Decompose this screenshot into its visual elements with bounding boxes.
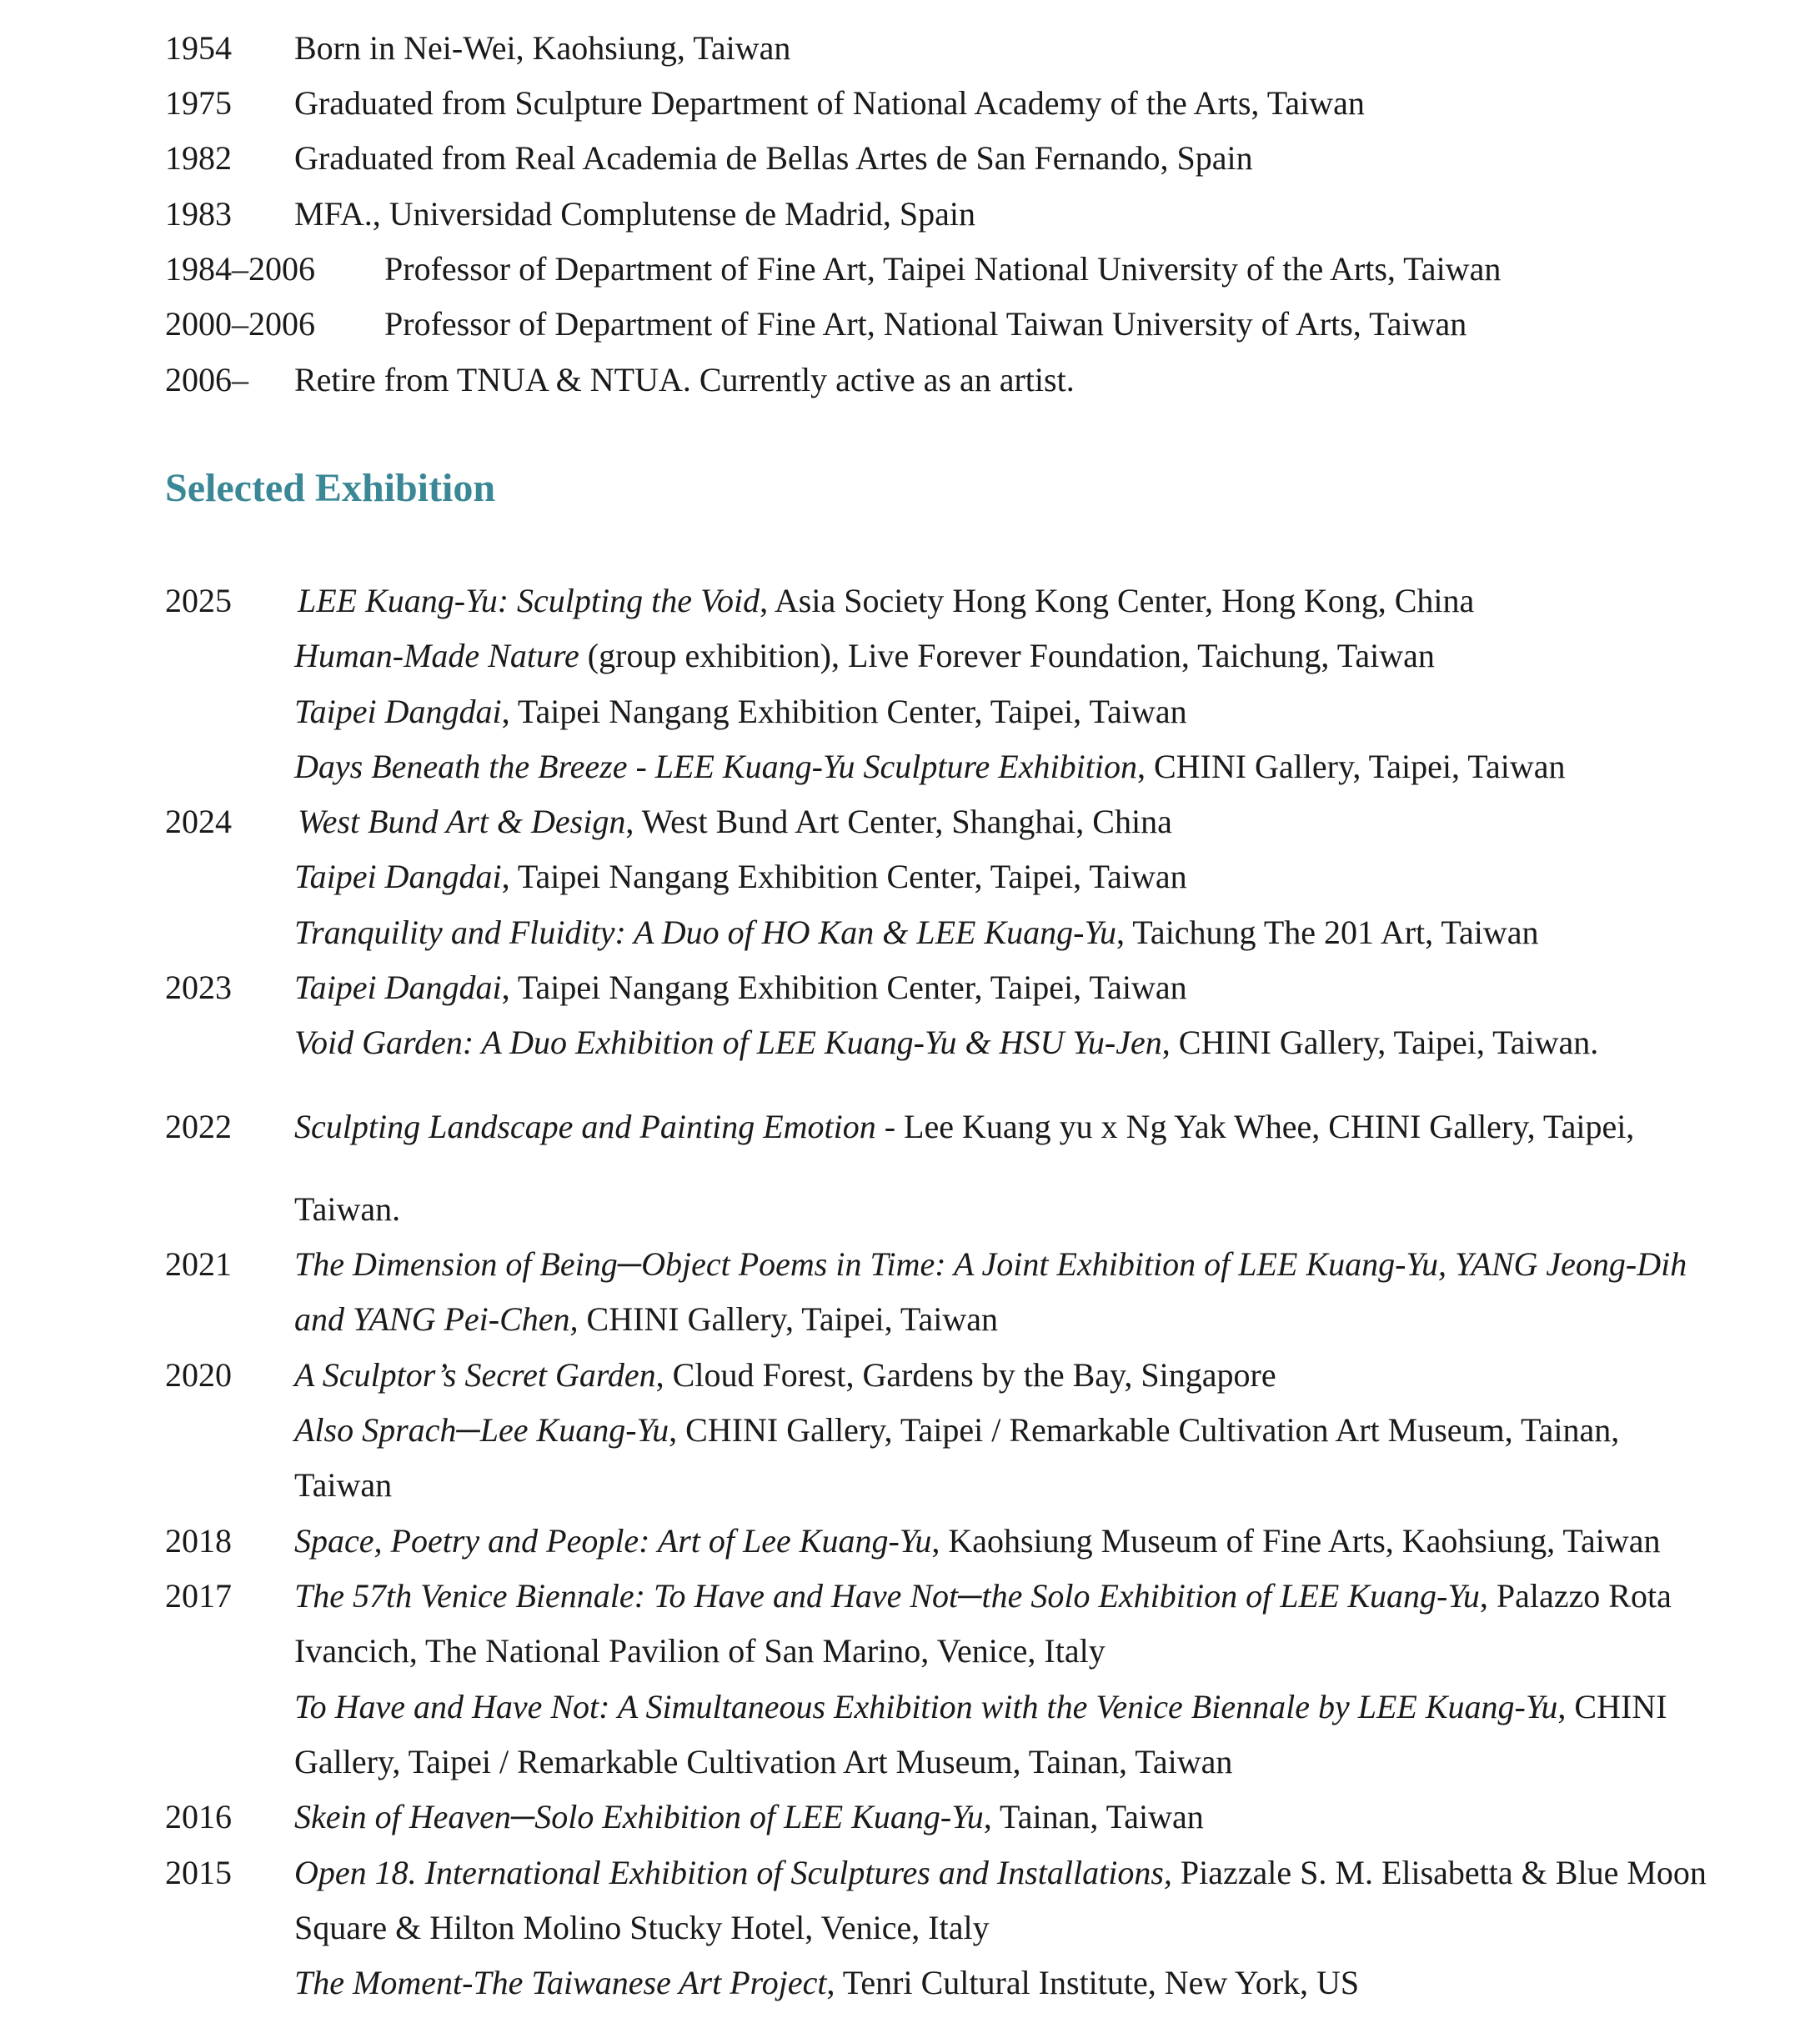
exhibition-title: Taipei Dangdai — [294, 693, 502, 730]
exhibition-title: The Dimension of Being─Object Poems in Time: A Joint Exhibition of LEE Kuang-Yu, YANG Jeong-Dih — [294, 1245, 1687, 1283]
exhibition-venue: , CHINI Gallery, Taipei, Taiwan. — [1161, 1024, 1599, 1061]
bio-year: 1954 — [165, 29, 232, 67]
exhibition-entry — [294, 1300, 999, 1338]
exhibition-continuation: Taiwan. — [294, 1190, 401, 1228]
exhibition-year: 2025 — [165, 582, 232, 619]
exhibition-entry — [294, 1411, 1620, 1449]
bio-text: Professor of Department of Fine Art, National Taiwan University of Arts, Taiwan — [384, 305, 1467, 343]
exhibition-venue: , Cloud Forest, Gardens by the Bay, Singapore — [655, 1356, 1276, 1394]
exhibition-title: Void Garden: A Duo Exhibition of LEE Kuang-Yu & HSU Yu-Jen — [294, 1024, 1162, 1061]
exhibition-entry — [294, 860, 1187, 894]
bio-year: 1983 — [165, 195, 232, 233]
bio-year: 1982 — [165, 139, 232, 177]
exhibition-venue: , Taipei Nangang Exhibition Center, Taipei, Taiwan — [501, 693, 1187, 730]
exhibition-year: 2016 — [165, 1798, 232, 1835]
exhibition-continuation: Ivancich, The National Pavilion of San Marino, Venice, Italy — [294, 1632, 1106, 1670]
exhibition-entry — [294, 1110, 1634, 1144]
exhibition-title: West Bund Art & Design — [298, 803, 626, 840]
exhibition-entry — [294, 1856, 1707, 1890]
exhibition-venue: , CHINI Gallery, Taipei / Remarkable Cultivation Art Museum, Tainan, — [669, 1411, 1620, 1449]
exhibition-title: Tranquility and Fluidity: A Duo of HO Kan & LEE Kuang-Yu — [294, 914, 1117, 951]
exhibition-title: Also Sprach─Lee Kuang-Yu — [294, 1411, 669, 1449]
bio-text: MFA., Universidad Complutense de Madrid, Spain — [294, 195, 975, 233]
exhibition-entry — [294, 971, 1187, 1004]
exhibition-title: Days Beneath the Breeze - LEE Kuang-Yu Sculpture Exhibition — [294, 748, 1137, 785]
bio-text: Professor of Department of Fine Art, Taipei National University of the Arts, Taiwan — [384, 250, 1502, 288]
exhibition-venue: - Lee Kuang yu x Ng Yak Whee, CHINI Gallery, Taipei, — [875, 1108, 1635, 1145]
exhibition-venue: , Taipei Nangang Exhibition Center, Taipei, Taiwan — [501, 969, 1187, 1006]
bio-year: 1984–2006 — [165, 250, 315, 288]
exhibition-venue: (group exhibition), Live Forever Foundation, Taichung, Taiwan — [579, 637, 1435, 674]
exhibition-entry — [294, 639, 1435, 673]
exhibition-venue: Piazzale S. M. Elisabetta & Blue Moon — [1171, 1854, 1707, 1891]
exhibition-venue: , Palazzo Rota — [1479, 1577, 1672, 1615]
exhibition-year: 2022 — [165, 1108, 232, 1145]
exhibition-venue: , CHINI Gallery, Taipei, Taiwan — [1136, 748, 1566, 785]
exhibition-venue: , CHINI — [1557, 1688, 1667, 1725]
exhibition-venue: , Kaohsiung Museum of Fine Arts, Kaohsiung, Taiwan — [931, 1522, 1661, 1560]
exhibition-title: LEE Kuang-Yu: Sculpting the Void — [298, 582, 760, 619]
exhibition-continuation: Taiwan — [294, 1466, 393, 1504]
exhibition-entry — [294, 1577, 1672, 1615]
exhibition-entry — [294, 1966, 1359, 2000]
exhibition-continuation: Gallery, Taipei / Remarkable Cultivation Art Museum, Tainan, Taiwan — [294, 1743, 1233, 1780]
exhibition-title: The Moment-The Taiwanese Art Project — [294, 1964, 827, 2001]
exhibition-venue: , Tenri Cultural Institute, New York, US — [826, 1964, 1360, 2001]
exhibition-title: Taipei Dangdai — [294, 858, 502, 895]
exhibition-entry — [294, 750, 1565, 784]
exhibition-title: Space, Poetry and People: Art of Lee Kuang-Yu — [294, 1522, 932, 1560]
exhibition-venue: , Asia Society Hong Kong Center, Hong Kong, China — [760, 582, 1475, 619]
exhibition-year: 2021 — [165, 1245, 232, 1283]
exhibition-title: To Have and Have Not: A Simultaneous Exhibition with the Venice Biennale by LEE Kuang-Yu — [294, 1688, 1558, 1725]
bio-text: Graduated from Sculpture Department of National Academy of the Arts, Taiwan — [294, 84, 1365, 122]
bio-year: 1975 — [165, 84, 232, 122]
exhibition-entry — [294, 1800, 1204, 1834]
bio-year: 2000–2006 — [165, 305, 315, 343]
exhibition-continuation: Square & Hilton Molino Stucky Hotel, Venice, Italy — [294, 1909, 990, 1946]
exhibition-venue: , Taichung The 201 Art, Taiwan — [1116, 914, 1539, 951]
bio-year: 2006– — [165, 361, 248, 398]
exhibition-venue: , Tainan, Taiwan — [983, 1798, 1204, 1835]
exhibition-title: Human-Made Nature — [294, 637, 579, 674]
exhibition-title: Taipei Dangdai — [294, 969, 502, 1006]
exhibition-entry — [294, 1690, 1667, 1724]
exhibition-entry — [294, 916, 1539, 949]
exhibition-entry — [298, 584, 1474, 618]
exhibition-entry — [294, 1356, 1276, 1394]
exhibition-year: 2024 — [165, 803, 232, 840]
exhibition-year: 2023 — [165, 969, 232, 1006]
bio-text: Graduated from Real Academia de Bellas Artes de San Fernando, Spain — [294, 139, 1253, 177]
exhibition-title: Skein of Heaven─Solo Exhibition of LEE Kuang-Yu — [294, 1798, 984, 1835]
exhibition-year: 2018 — [165, 1522, 232, 1560]
exhibition-venue: , Taipei Nangang Exhibition Center, Taipei, Taiwan — [501, 858, 1187, 895]
exhibition-year: 2020 — [165, 1356, 232, 1394]
exhibition-venue: CHINI Gallery, Taipei, Taiwan — [578, 1300, 999, 1338]
exhibition-title: and YANG Pei-Chen, — [294, 1300, 579, 1338]
exhibition-title: The 57th Venice Biennale: To Have and Have Not─the Solo Exhibition of LEE Kuang-Yu — [294, 1577, 1480, 1615]
exhibition-entry — [298, 805, 1172, 839]
exhibition-entry — [294, 1026, 1598, 1059]
exhibition-entry — [294, 695, 1187, 729]
exhibition-title: Open 18. International Exhibition of Sculptures and Installations, — [294, 1854, 1172, 1891]
exhibition-venue: , West Bund Art Center, Shanghai, China — [625, 803, 1172, 840]
exhibition-title: Sculpting Landscape and Painting Emotion — [294, 1108, 876, 1145]
exhibition-year: 2017 — [165, 1577, 232, 1615]
exhibition-entry — [294, 1245, 1687, 1283]
bio-text: Retire from TNUA & NTUA. Currently active as an artist. — [294, 361, 1075, 398]
exhibition-year: 2015 — [165, 1854, 232, 1891]
section-heading: Selected Exhibition — [165, 466, 496, 510]
exhibition-entry — [294, 1522, 1661, 1560]
bio-text: Born in Nei-Wei, Kaohsiung, Taiwan — [294, 29, 791, 67]
exhibition-title: A Sculptor’s Secret Garden — [294, 1356, 656, 1394]
